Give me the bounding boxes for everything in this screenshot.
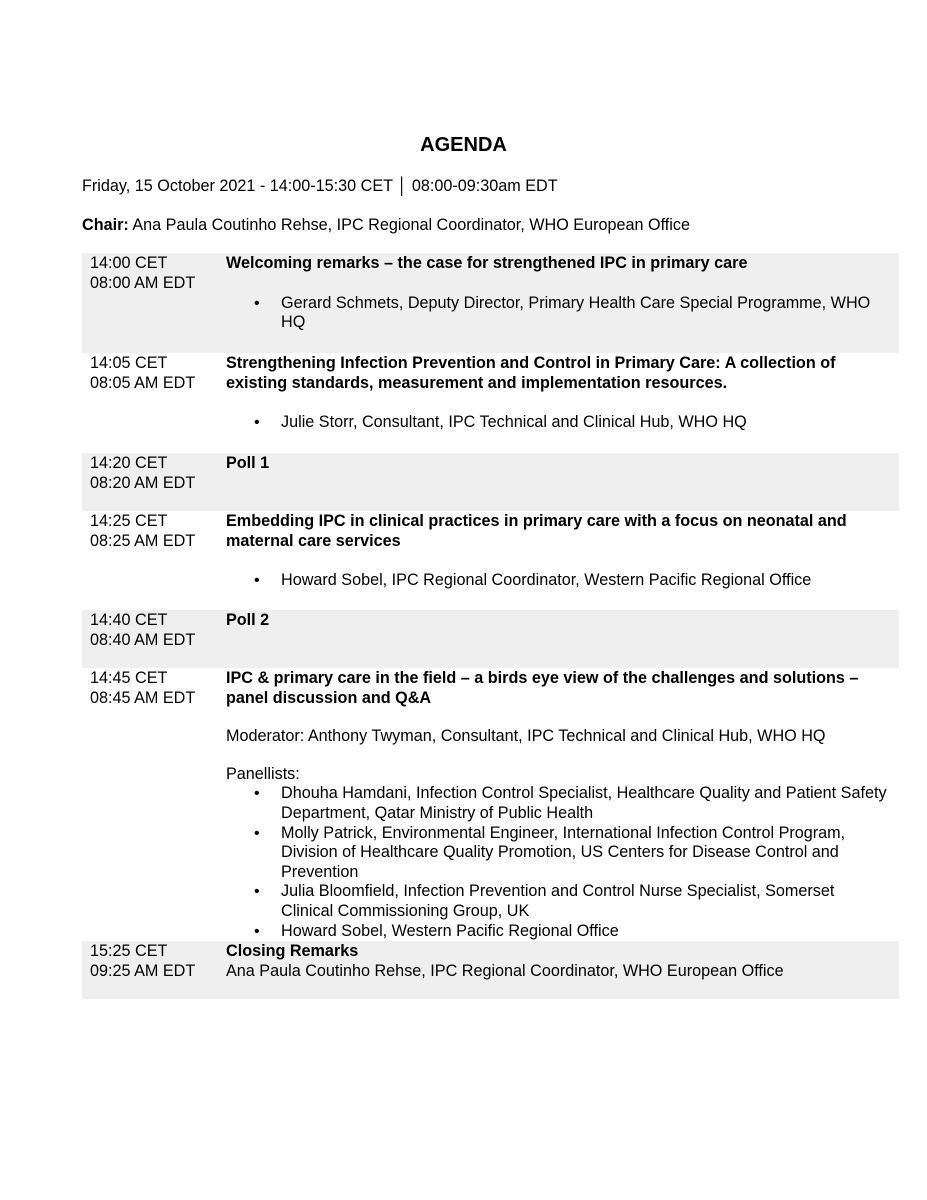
session-time [90,942,195,981]
agenda-row-closing [82,941,899,999]
time-edt: 09:25 AM EDT [90,961,196,980]
session-heading: Poll 2 [226,611,270,629]
session-content [226,511,899,591]
session-content [226,668,899,941]
chair-line [82,216,690,235]
panellist-list [226,784,891,941]
agenda-row-standards [82,353,899,453]
time-edt: 08:00 AM EDT [90,273,196,292]
speaker-item: • Howard Sobel, IPC Regional Coordinator, Western Pacific Regional Office [226,571,891,591]
chair-name: Ana Paula Coutinho Rehse, IPC Regional Coordinator, WHO European Office [128,216,690,234]
event-dateline: Friday, 15 October 2021 - 14:00-15:30 CET │ 08:00-09:30am EDT [82,177,558,195]
session-time [90,354,195,393]
session-heading: Poll 1 [226,454,270,472]
session-content [226,353,899,433]
agenda-row-poll-2 [82,610,899,668]
page-title: AGENDA [420,134,507,156]
panellists-label: Panellists: [226,764,300,783]
session-content [226,610,899,631]
panellist-item: • Molly Patrick, Environmental Engineer, International Infection Control Program, Division of Healthcare Quality Promotion, US Centers for Disease Control and Prevention [226,824,891,883]
session-time [90,512,195,551]
time-edt: 08:25 AM EDT [90,531,196,550]
moderator-line: Moderator: Anthony Twyman, Consultant, IPC Technical and Clinical Hub, WHO HQ [226,727,826,746]
agenda-row-clinical-practices [82,511,899,610]
session-time [90,669,195,708]
speaker-item: • Julie Storr, Consultant, IPC Technical and Clinical Hub, WHO HQ [226,413,891,433]
session-content [226,941,899,981]
session-heading: IPC & primary care in the field – a birds eye view of the challenges and solutions – panel discussion and Q&A [226,669,859,707]
panellist-item: • Howard Sobel, Western Pacific Regional Office [226,922,891,942]
session-content [226,453,899,474]
agenda-row-poll-1 [82,453,899,511]
speaker-list [226,571,891,591]
session-content [226,253,899,333]
panellist-item: • Dhouha Hamdani, Infection Control Specialist, Healthcare Quality and Patient Safety Department, Qatar Ministry of Public Health [226,784,891,823]
time-cet: 14:25 CET [90,512,168,530]
speaker-item: • Gerard Schmets, Deputy Director, Primary Health Care Special Programme, WHO HQ [226,294,891,333]
closing-speaker: Ana Paula Coutinho Rehse, IPC Regional Coordinator, WHO European Office [226,961,784,980]
time-cet: 15:25 CET [90,942,168,960]
time-cet: 14:00 CET [90,254,168,272]
session-time [90,611,195,650]
agenda-row-welcome [82,253,899,353]
time-cet: 14:40 CET [90,611,168,629]
session-time [90,254,195,293]
session-heading: Welcoming remarks – the case for strengthened IPC in primary care [226,254,748,272]
session-heading: Strengthening Infection Prevention and Control in Primary Care: A collection of existing standards, measurement and implementation resources. [226,354,836,392]
agenda-table [82,253,899,999]
time-edt: 08:40 AM EDT [90,630,196,649]
session-heading: Embedding IPC in clinical practices in primary care with a focus on neonatal and maternal care services [226,512,847,550]
session-time [90,454,195,493]
time-edt: 08:05 AM EDT [90,373,196,392]
time-cet: 14:05 CET [90,354,168,372]
speaker-list [226,294,891,333]
chair-label: Chair: [82,216,129,234]
time-cet: 14:20 CET [90,454,168,472]
speaker-list [226,413,891,433]
agenda-row-panel-discussion [82,668,899,941]
time-edt: 08:20 AM EDT [90,473,196,492]
time-edt: 08:45 AM EDT [90,688,196,707]
panellist-item: • Julia Bloomfield, Infection Prevention and Control Nurse Specialist, Somerset Clinical Commissioning Group, UK [226,882,891,921]
time-cet: 14:45 CET [90,669,168,687]
session-heading: Closing Remarks [226,942,359,960]
